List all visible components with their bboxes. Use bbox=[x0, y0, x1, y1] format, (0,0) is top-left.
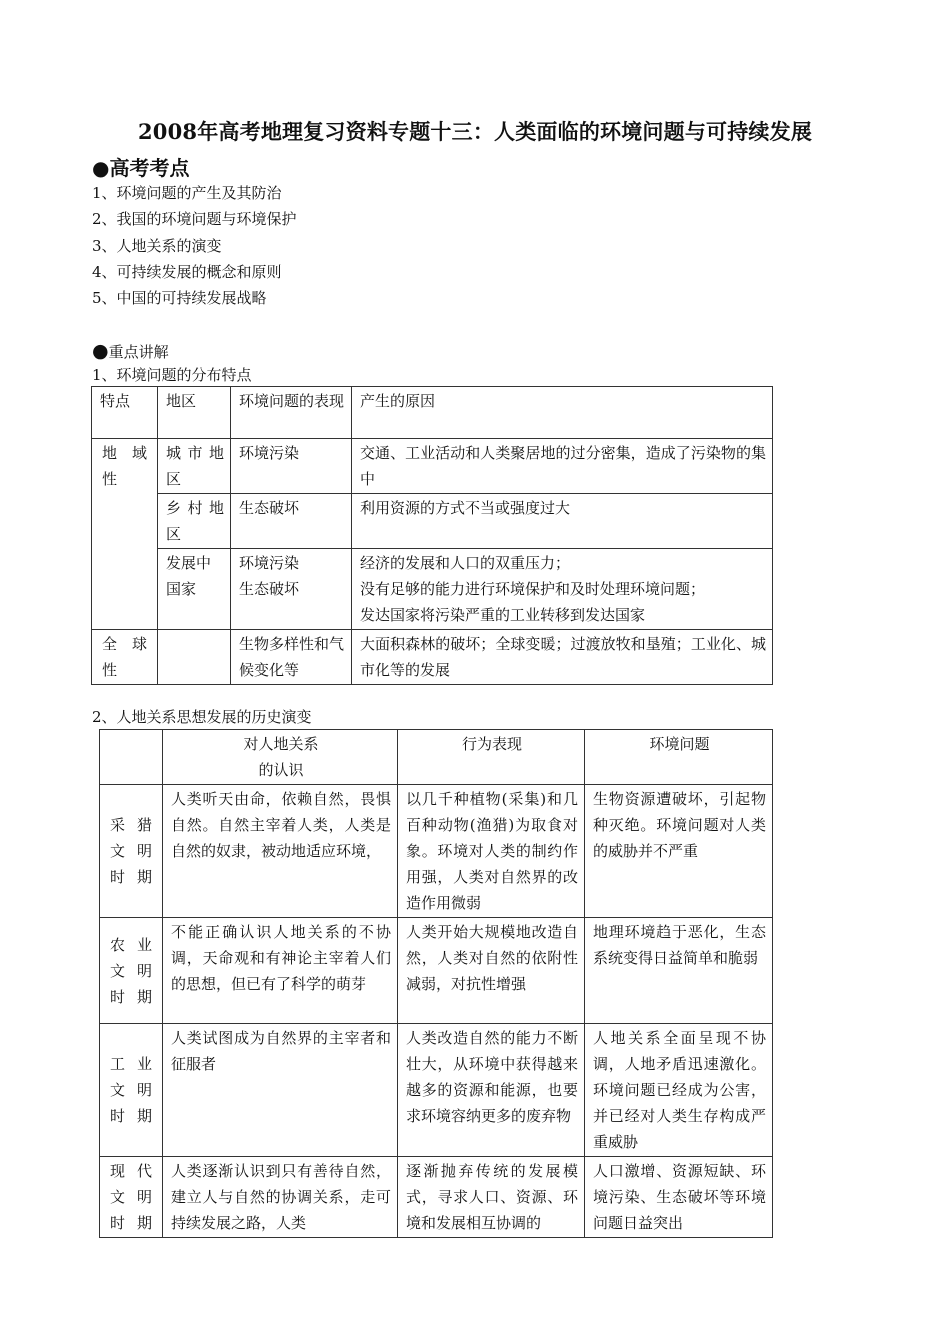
issue-cell: 地理环境趋于恶化，生态系统变得日益简单和脆弱 bbox=[585, 918, 773, 1024]
problem-cell: 生态破坏 bbox=[231, 494, 352, 549]
cause-cell bbox=[352, 549, 773, 630]
behavior-cell: 人类开始大规模地改造自然，人类对自然的依附性减弱，对抗性增强 bbox=[398, 918, 585, 1024]
table-header-cell: 行为表现 bbox=[398, 730, 585, 785]
cause-line: 没有足够的能力进行环境保护和及时处理环境问题； bbox=[360, 580, 706, 598]
table-header-cell: 环境问题的表现 bbox=[231, 387, 352, 439]
region-cell bbox=[158, 630, 231, 685]
table-row bbox=[100, 1157, 773, 1238]
section-heading-key-points bbox=[92, 340, 169, 362]
cause-line: 经济的发展和人口的双重压力； bbox=[360, 554, 571, 572]
problem-cell bbox=[231, 549, 352, 630]
table-row bbox=[92, 439, 773, 494]
cause-cell: 交通、工业活动和人类聚居地的过分密集，造成了污染物的集中 bbox=[352, 439, 773, 494]
problem-cell: 生物多样性和气候变化等 bbox=[231, 630, 352, 685]
list-item: 4、可持续发展的概念和原则 bbox=[92, 262, 282, 281]
table-header-cell: 产生的原因 bbox=[352, 387, 773, 439]
view-cell: 人类听天由命，依赖自然，畏惧自然。自然主宰着人类，人类是自然的奴隶，被动地适应环境， bbox=[163, 785, 398, 918]
table-header-cell: 地区 bbox=[158, 387, 231, 439]
problem-line: 生态破坏 bbox=[239, 580, 300, 598]
cause-cell: 大面积森林的破坏；全球变暖；过渡放牧和垦殖；工业化、城市化等的发展 bbox=[352, 630, 773, 685]
period-cell: 农 业 文 明 时期 bbox=[100, 918, 163, 1024]
table-header-cell: 对人地关系 的认识 bbox=[163, 730, 398, 785]
group-cell-regional: 地 域 性 bbox=[92, 439, 158, 630]
behavior-cell: 人类改造自然的能力不断壮大，从环境中获得越来越多的资源和能源，也要求环境容纳更多的废弃物 bbox=[398, 1024, 585, 1157]
problem-cell: 环境污染 bbox=[231, 439, 352, 494]
section-heading-text: 高考考点 bbox=[109, 156, 190, 180]
subsection-title-evolution: 2、人地关系思想发展的历史演变 bbox=[92, 708, 312, 726]
issue-cell: 生物资源遭破坏，引起物种灭绝。环境问题对人类的威胁并不严重 bbox=[585, 785, 773, 918]
table-row bbox=[92, 630, 773, 685]
period-cell: 采 猎 文 明 时期 bbox=[100, 785, 163, 918]
document-title: 2008年高考地理复习资料专题十三：人类面临的环境问题与可持续发展 bbox=[137, 119, 813, 144]
table-header-cell: 特点 bbox=[92, 387, 158, 439]
table-header-row bbox=[100, 730, 773, 785]
subsection-title-distribution: 1、环境问题的分布特点 bbox=[92, 366, 252, 384]
table-row bbox=[92, 549, 773, 630]
bullet-icon: ● bbox=[92, 340, 109, 362]
region-cell: 城市地区 bbox=[158, 439, 231, 494]
view-cell: 不能正确认识人地关系的不协调，天命观和有神论主宰着人们的思想，但已有了科学的萌芽 bbox=[163, 918, 398, 1024]
cause-line: 发达国家将污染严重的工业转移到发达国家 bbox=[360, 606, 646, 624]
bullet-icon: ● bbox=[92, 156, 110, 180]
issue-cell: 人地关系全面呈现不协调，人地矛盾迅速激化。环境问题已经成为公害，并已经对人类生存构成严重威胁 bbox=[585, 1024, 773, 1157]
evolution-table bbox=[99, 729, 773, 1238]
table-row bbox=[100, 1024, 773, 1157]
exam-points-list bbox=[92, 180, 297, 311]
table-header-row bbox=[92, 387, 773, 439]
section-heading-exam-points bbox=[92, 152, 189, 181]
table-header-cell: 环境问题 bbox=[585, 730, 773, 785]
distribution-table bbox=[91, 386, 773, 685]
cause-cell: 利用资源的方式不当或强度过大 bbox=[352, 494, 773, 549]
table-row bbox=[100, 918, 773, 1024]
period-cell: 现 代 文 明 时期 bbox=[100, 1157, 163, 1238]
period-cell: 工 业 文 明 时期 bbox=[100, 1024, 163, 1157]
behavior-cell: 以几千种植物(采集)和几百种动物(渔猎)为取食对象。环境对人类的制约作用强，人类对自然界的改造作用微弱 bbox=[398, 785, 585, 918]
behavior-cell: 逐渐抛弃传统的发展模式，寻求人口、资源、环境和发展相互协调的 bbox=[398, 1157, 585, 1238]
section-heading-text: 重点讲解 bbox=[108, 343, 169, 361]
list-item: 5、中国的可持续发展战略 bbox=[92, 289, 267, 308]
problem-line: 环境污染 bbox=[239, 554, 300, 572]
group-cell-global: 全 球 性 bbox=[92, 630, 158, 685]
table-row bbox=[100, 785, 773, 918]
issue-cell: 人口激增、资源短缺、环境污染、生态破坏等环境问题日益突出 bbox=[585, 1157, 773, 1238]
region-cell: 发展中国家 bbox=[158, 549, 231, 630]
table-row bbox=[92, 494, 773, 549]
view-cell: 人类试图成为自然界的主宰者和征服者 bbox=[163, 1024, 398, 1157]
list-item: 3、人地关系的演变 bbox=[92, 236, 222, 255]
view-cell: 人类逐渐认识到只有善待自然，建立人与自然的协调关系，走可持续发展之路，人类 bbox=[163, 1157, 398, 1238]
list-item: 2、我国的环境问题与环境保护 bbox=[92, 210, 297, 229]
table-header-cell bbox=[100, 730, 163, 785]
list-item: 1、环境问题的产生及其防治 bbox=[92, 184, 282, 202]
region-cell: 乡村地区 bbox=[158, 494, 231, 549]
